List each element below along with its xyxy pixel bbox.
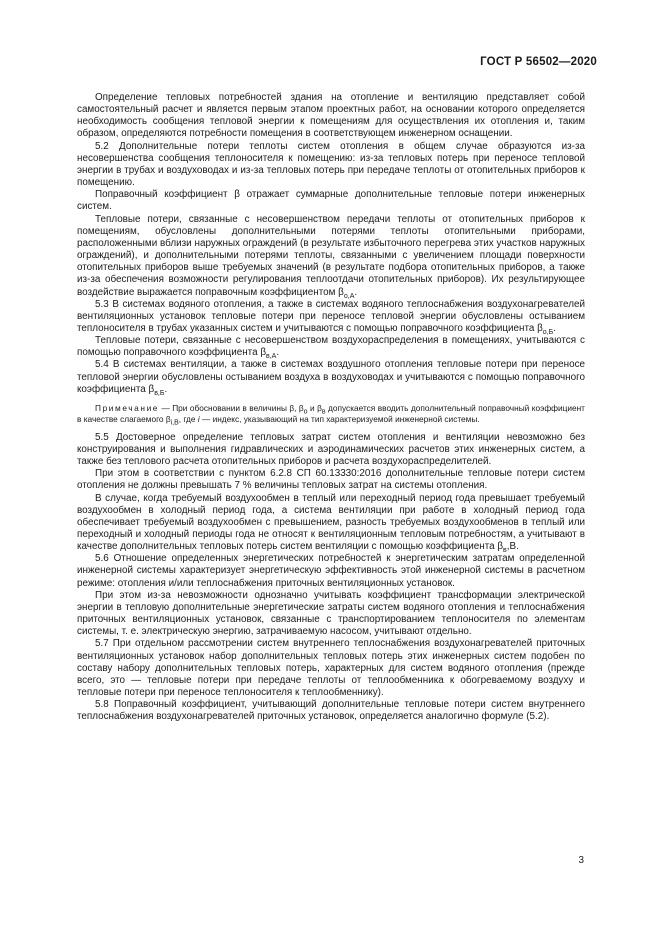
paragraph: 5.6 Отношение определенных энергетических потребностей к энергетическим затратам определенной инженерной системы характеризует энергетическую эффективность этой инженерной системы в расчетном режиме: отопления и/или теплоснабжения приточных вентиляционных установок. <box>77 553 585 589</box>
note: Примечание — При обосновании в величины β, $\beta_о$ и $\beta_в$ допускается вводить дополнительный поправочный коэффициент в качестве слагаемого $\beta_{i,В}$, где i — индекс, указывающий на тип характеризуемой инженерной системы. <box>77 402 585 427</box>
subscript: в,Б <box>154 389 165 397</box>
paragraph: При этом из-за невозможности однозначно учитывать коэффициент трансформации электрической энергии в тепловую дополнительные энергетические затраты систем водяного отопления и теплоснабжения приточных вентиляционных установок, связанные с транспортированием теплоносителя по элементам системы, т. е. электрическую энергию, затрачиваемую насосом, учитывают отдельно. <box>77 589 585 638</box>
paragraph: Тепловые потери, связанные с несовершенством передачи теплоты от отопительных приборов к помещениям, обусловлены дополнительными потерями теплоты отопительными приборами, расположенными вблизи наружных ограждений (в результате избыточного перегрева этих участков наружных ограждений), и дополнительными потерями теплоты, связанными с увеличением площади поверхности отопительных приборов выше требуемых значений (в результате подбора отопительных приборов, а также из-за обеспечения возможности регулирования теплоотдачи отопительных приборов). Их результирующее воздействие выражается поправочным коэффициентом $\beta_{о,А}$. <box>77 213 585 300</box>
paragraph: Определение тепловых потребностей здания на отопление и вентиляцию представляет собой самостоятельный расчет и является первым этапом проектных работ, на основании которого определяется необходимость сообщения тепловой энергии к помещениям для осуществления их отопления и, таким образом, определяются потребности помещения в соответствующем инженерном оснащении. <box>77 92 585 140</box>
paragraph: 5.7 При отдельном рассмотрении систем внутреннего теплоснабжения воздухонагревателей приточных вентиляционных установок набор дополнительных тепловых потерь этих инженерных систем подобен по составу набору дополнительных тепловых потерь, характерных для систем водяного отопления (прежде всего, это — тепловые потери при передаче теплоты от теплообменника к обогреваемому воздуху и тепловые потери при переносе теплоносителя к теплообменнику). <box>77 638 585 698</box>
paragraph: 5.8 Поправочный коэффициент, учитывающий дополнительные тепловые потери систем внутреннего теплоснабжения воздухонагревателей приточных установок, определяется аналогично формуле (5.2). <box>77 699 585 723</box>
paragraph: При этом в соответствии с пунктом 6.2.8 СП 60.13330:2016 дополнительные тепловые потери систем отопления не должны превышать 7 % величины тепловых затрат на системы отопления. <box>77 468 585 492</box>
subscript: в,А <box>266 353 277 361</box>
page-number: 3 <box>578 855 584 866</box>
paragraph: 5.3 В системах водяного отопления, а также в системах водяного теплоснабжения воздухонагревателей вентиляционных установок тепловые потери при переносе тепловой энергии обусловлены остыванием теплоносителя в трубах указанных систем и учитываются с помощью поправочного коэффициента $\beta_{о,Б}$. <box>77 298 585 336</box>
note-label: Примечание <box>95 402 160 413</box>
document-body <box>77 92 585 723</box>
paragraph: Поправочный коэффициент β отражает суммарные дополнительные тепловые потери инженерных систем. <box>77 189 585 213</box>
paragraph: 5.2 Дополнительные потери теплоты систем отопления в общем случае образуются из-за несовершенства сообщения теплоносителя к помещению: из-за тепловых потерь при переносе тепловой энергии в трубах и воздуховодах и из-за тепловых потерь при передаче теплоты от отопительных приборов к помещению. <box>77 140 585 189</box>
subscript: о,А <box>343 292 355 300</box>
subscript: в <box>503 547 507 555</box>
paragraph: В случае, когда требуемый воздухообмен в теплый или переходный период года превышает требуемый воздухообмен в холодный период года, а система вентиляции при работе в холодный период года обеспечивает требуемый воздухообмен с превышением, разность требуемых воздухообменов в теплый или переходный и холодный периоды года не относят к вентиляционным тепловым потребностям, а учитывают в качестве дополнительных тепловых потерь систем вентиляции с помощью коэффициента $\beta_в,В$. <box>77 492 585 555</box>
paragraph: 5.4 В системах вентиляции, а также в системах воздушного отопления тепловые потери при переносе тепловой энергии обусловлены остыванием воздуха в воздуховодах и учитываются с помощью поправочного коэффициента $\beta_{в,Б}$. <box>77 359 585 397</box>
document-header: ГОСТ Р 56502—2020 <box>480 56 597 68</box>
paragraph: Тепловые потери, связанные с несовершенством воздухораспределения в помещениях, учитываются с помощью поправочного коэффициента $\beta_{в,А}$. <box>77 335 585 361</box>
subscript: о,Б <box>542 328 554 336</box>
paragraph: 5.5 Достоверное определение тепловых затрат систем отопления и вентиляции невозможно без конструирования и выполнения гидравлических и аэродинамических расчетов этих инженерных систем, а также без теплового расчета отопительных приборов и расчета воздухораспределителей. <box>77 431 585 468</box>
